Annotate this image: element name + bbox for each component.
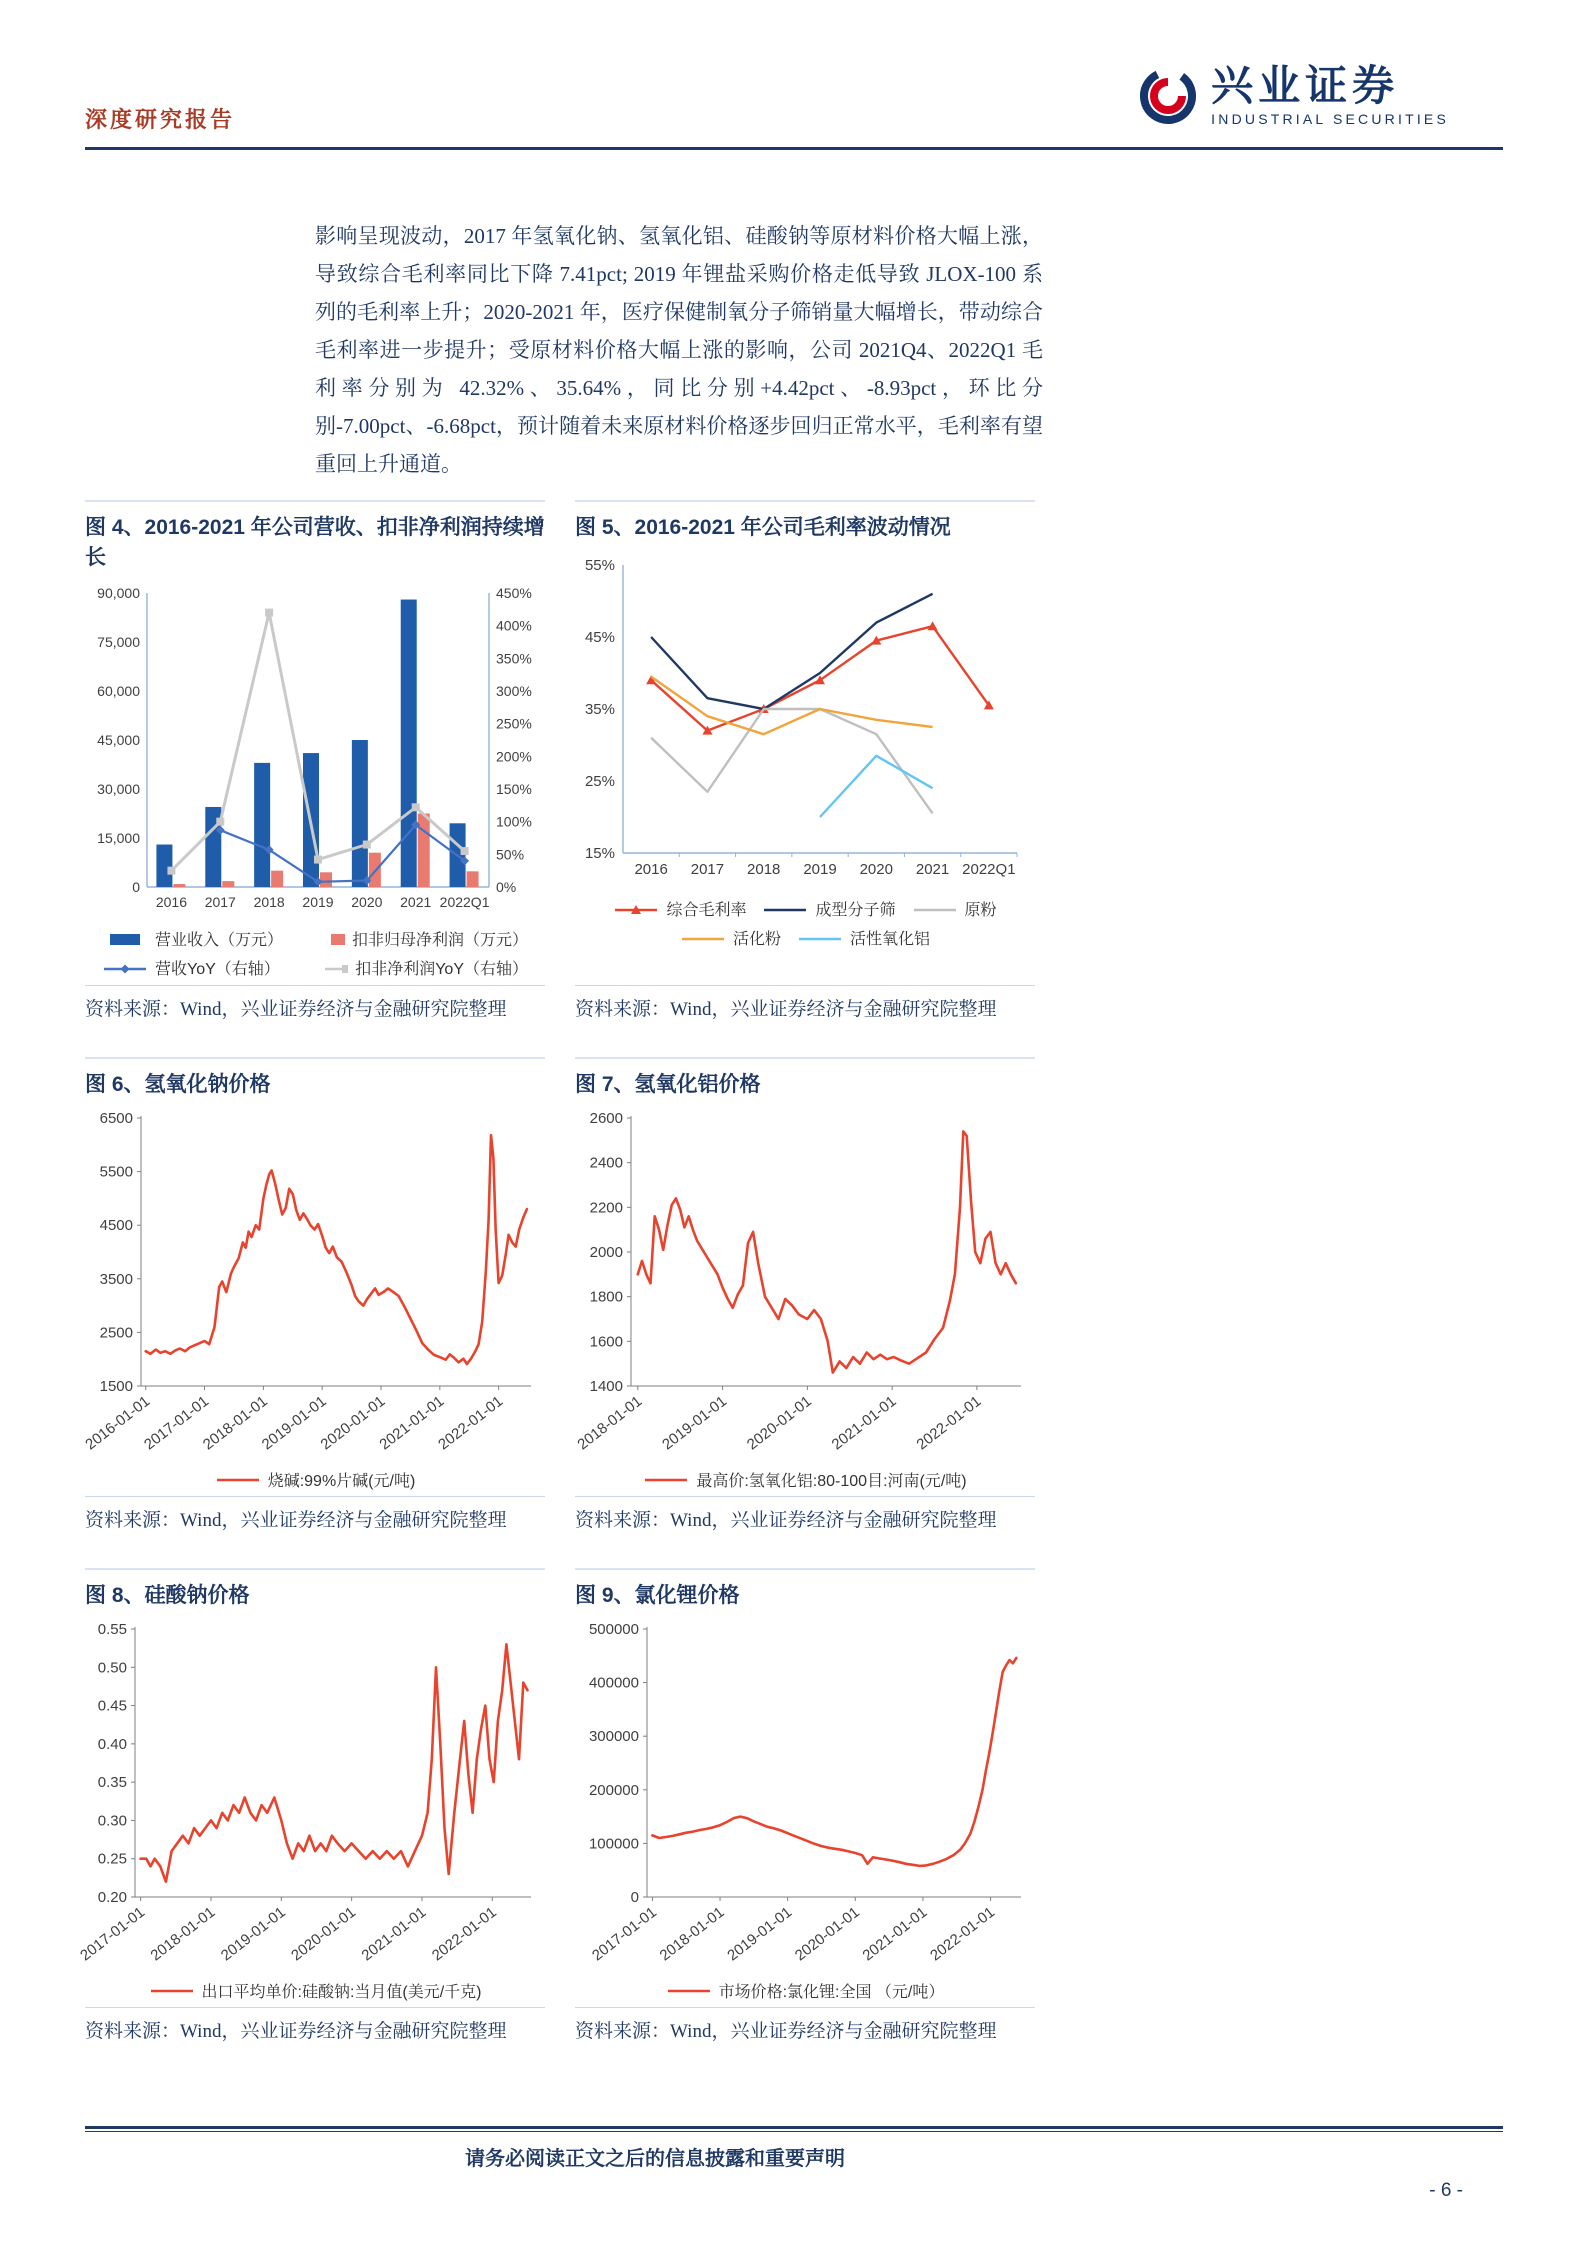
svg-text:25%: 25% [584,773,615,790]
legend-swatch-icon [323,932,345,946]
svg-text:2020-01-01: 2020-01-01 [791,1903,863,1965]
brand-logo [1137,64,1449,127]
svg-text:150%: 150% [496,781,532,797]
svg-text:200000: 200000 [588,1781,639,1799]
legend-swatch-icon [613,902,659,916]
svg-text:0%: 0% [496,879,517,895]
svg-text:2020: 2020 [351,894,383,910]
svg-text:2018: 2018 [747,861,781,878]
svg-text:2400: 2400 [589,1154,623,1172]
svg-text:15,000: 15,000 [97,830,140,846]
legend-swatch-icon [102,961,148,975]
figure-6-source: 资料来源：Wind，兴业证券经济与金融研究院整理 [85,1496,545,1532]
svg-text:2600: 2600 [589,1110,623,1127]
svg-text:400000: 400000 [588,1674,639,1692]
legend-label: 综合毛利率 [666,902,747,919]
svg-text:0: 0 [132,879,140,895]
svg-text:2200: 2200 [589,1199,623,1217]
footer-inner [85,2131,1503,2232]
legend-swatch-icon [797,931,843,945]
figure-5-legend [590,891,1020,955]
legend-swatch-icon [762,902,808,916]
legend-swatch-icon [323,961,348,975]
legend-item [797,926,930,949]
figure-9-chart [575,1619,1035,1969]
svg-text:2020: 2020 [859,861,893,878]
legend-label: 扣非净利润YoY（右轴） [355,961,528,978]
svg-text:2017-01-01: 2017-01-01 [588,1903,660,1965]
svg-text:45,000: 45,000 [97,732,140,748]
figures-grid [77,500,1035,2043]
brand-subtitle: INDUSTRIAL SECURITIES [1211,111,1449,128]
figure-5-source: 资料来源：Wind，兴业证券经济与金融研究院整理 [575,985,1035,1021]
svg-text:450%: 450% [496,585,532,601]
legend-item [613,897,746,920]
legend-swatch-icon [643,1472,689,1486]
svg-text:2016-01-01: 2016-01-01 [82,1392,154,1454]
svg-text:2021-01-01: 2021-01-01 [859,1903,931,1965]
legend-swatch-icon [149,1983,195,1997]
legend-item [102,956,307,979]
legend-item [215,1468,416,1491]
svg-text:300%: 300% [496,683,532,699]
svg-text:2022Q1: 2022Q1 [439,894,490,910]
figure-4-title: 图 4、2016-2021 年公司营收、扣非净利润持续增长 [85,500,545,571]
svg-text:2016: 2016 [634,861,668,878]
svg-text:350%: 350% [496,650,532,667]
legend-label: 出口平均单价:硅酸钠:当月值(美元/千克) [201,1983,482,2001]
svg-text:0.40: 0.40 [97,1735,127,1753]
svg-text:2021-01-01: 2021-01-01 [358,1903,430,1965]
legend-swatch-icon [102,932,148,946]
legend-label: 市场价格:氯化锂:全国 （元/吨） [718,1983,945,2001]
legend-label: 营业收入（万元） [155,932,284,949]
legend-label: 活化粉 [732,931,781,948]
page-number: - 6 - [1429,2180,1463,2201]
svg-text:2018-01-01: 2018-01-01 [574,1392,646,1454]
svg-text:2019: 2019 [302,894,334,910]
svg-text:100%: 100% [496,813,532,830]
legend-item [102,927,307,950]
svg-text:250%: 250% [496,715,532,732]
svg-text:50%: 50% [496,846,525,863]
svg-text:0.35: 0.35 [97,1774,127,1792]
svg-text:60,000: 60,000 [97,683,140,699]
figure-7-title: 图 7、氢氧化铝价格 [575,1057,1035,1098]
svg-text:2018-01-01: 2018-01-01 [656,1903,728,1965]
legend-item [323,956,528,979]
figure-4-legend [85,921,545,985]
svg-text:2020-01-01: 2020-01-01 [743,1392,815,1454]
legend-swatch-icon [680,931,726,945]
svg-text:2016: 2016 [155,894,188,910]
svg-text:6500: 6500 [99,1110,133,1127]
svg-text:1800: 1800 [589,1288,623,1306]
report-type-label: 深度研究报告 [85,107,236,132]
figure-4 [85,500,545,1021]
svg-text:2019-01-01: 2019-01-01 [217,1903,289,1965]
figure-8 [77,1568,545,2043]
legend-item [149,1979,482,2002]
header-divider [85,147,1503,150]
svg-text:75,000: 75,000 [97,634,140,650]
legend-label: 最高价:氢氧化铝:80-100目:河南(元/吨) [696,1472,967,1490]
svg-text:90,000: 90,000 [97,585,140,601]
brand-name: 兴业证券 [1211,62,1400,109]
legend-label: 扣非归母净利润（万元） [351,932,528,949]
svg-text:300000: 300000 [588,1728,639,1746]
svg-text:2020-01-01: 2020-01-01 [288,1903,360,1965]
figure-8-chart [77,1619,545,1969]
svg-text:2019: 2019 [803,861,837,878]
svg-text:2000: 2000 [589,1244,623,1261]
legend-label: 活性氧化铝 [850,931,931,948]
svg-text:0.30: 0.30 [97,1812,127,1830]
svg-text:2019-01-01: 2019-01-01 [724,1903,796,1965]
svg-text:2500: 2500 [99,1324,133,1342]
svg-text:2022Q1: 2022Q1 [962,861,1016,878]
svg-text:2017-01-01: 2017-01-01 [141,1392,212,1454]
svg-text:400%: 400% [496,617,532,634]
svg-text:2018-01-01: 2018-01-01 [199,1392,271,1454]
svg-text:0.55: 0.55 [97,1621,127,1638]
figure-9-source: 资料来源：Wind，兴业证券经济与金融研究院整理 [575,2007,1035,2043]
svg-text:1600: 1600 [589,1333,623,1351]
brand-text [1211,64,1449,127]
figure-7 [575,1057,1035,1532]
svg-text:4500: 4500 [99,1217,133,1235]
svg-text:0: 0 [630,1889,639,1906]
svg-text:2022-01-01: 2022-01-01 [428,1903,500,1965]
svg-text:500000: 500000 [588,1621,639,1638]
svg-text:35%: 35% [584,701,615,718]
legend-label: 营收YoY（右轴） [155,961,280,978]
svg-text:0.25: 0.25 [97,1850,127,1868]
figure-5-chart [575,551,1035,887]
legend-item [666,1979,945,2002]
svg-text:2021: 2021 [400,894,432,910]
figure-5-title: 图 5、2016-2021 年公司毛利率波动情况 [575,500,1035,541]
svg-text:2017: 2017 [690,861,725,878]
svg-text:2022-01-01: 2022-01-01 [913,1392,985,1454]
svg-text:2021-01-01: 2021-01-01 [376,1392,448,1454]
figure-4-chart [85,581,545,917]
figure-9-legend [575,1973,1035,2007]
svg-text:2017-01-01: 2017-01-01 [77,1903,149,1965]
svg-text:2020-01-01: 2020-01-01 [317,1392,389,1454]
legend-item [680,926,781,949]
svg-text:30,000: 30,000 [97,781,140,797]
svg-text:0.20: 0.20 [97,1889,127,1906]
svg-text:2018-01-01: 2018-01-01 [147,1903,219,1965]
svg-text:2022-01-01: 2022-01-01 [927,1903,999,1965]
svg-text:55%: 55% [584,557,615,574]
figure-6-title: 图 6、氢氧化钠价格 [85,1057,545,1098]
svg-text:100000: 100000 [588,1835,639,1853]
figure-4-source: 资料来源：Wind，兴业证券经济与金融研究院整理 [85,985,545,1021]
brand-logo-icon [1137,65,1199,127]
legend-item [643,1468,966,1491]
legend-label: 烧碱:99%片碱(元/吨) [267,1472,416,1490]
page-footer [85,2126,1503,2232]
svg-text:45%: 45% [584,629,615,646]
svg-text:2021: 2021 [915,861,950,878]
svg-text:2019-01-01: 2019-01-01 [659,1392,731,1454]
legend-item [323,927,528,950]
svg-text:200%: 200% [496,748,532,765]
svg-text:2017: 2017 [204,894,236,910]
figure-9-title: 图 9、氯化锂价格 [575,1568,1035,1609]
svg-text:1400: 1400 [589,1378,623,1395]
svg-text:15%: 15% [584,845,615,862]
svg-text:5500: 5500 [99,1163,133,1181]
figure-5 [575,500,1035,1021]
legend-label: 原粉 [964,902,997,919]
figure-6-legend [85,1462,545,1496]
figure-6 [82,1057,545,1532]
figure-7-legend [575,1462,1035,1496]
figure-9 [575,1568,1035,2043]
svg-text:2019-01-01: 2019-01-01 [258,1392,330,1454]
legend-swatch-icon [666,1983,712,1997]
svg-text:2021-01-01: 2021-01-01 [828,1392,900,1454]
figure-8-source: 资料来源：Wind，兴业证券经济与金融研究院整理 [85,2007,545,2043]
svg-text:3500: 3500 [99,1270,133,1288]
legend-item [912,897,997,920]
figure-6-chart [82,1108,545,1458]
svg-text:2022-01-01: 2022-01-01 [435,1392,507,1454]
legend-item [762,897,895,920]
svg-text:0.45: 0.45 [97,1697,127,1715]
figure-8-title: 图 8、硅酸钠价格 [85,1568,545,1609]
footer-disclaimer: 请务必阅读正文之后的信息披露和重要声明 [465,2148,845,2170]
svg-text:0.50: 0.50 [97,1659,127,1677]
figure-7-chart [575,1108,1035,1458]
figure-7-source: 资料来源：Wind，兴业证券经济与金融研究院整理 [575,1496,1035,1532]
legend-swatch-icon [215,1472,261,1486]
legend-swatch-icon [912,902,958,916]
svg-text:2018: 2018 [253,894,285,910]
body-paragraph: 影响呈现波动，2017 年氢氧化钠、氢氧化铝、硅酸钠等原材料价格大幅上涨，导致综合毛利率同比下降 7.41pct; 2019 年锂盐采购价格走低导致 JLOX-100 系列的毛利率上升；2020-2021 年，医疗保健制氧分子筛销量大幅增长，带动综合毛利率进一步提升；受原材料价格大幅上涨的影响，公司 2021Q4、2022Q1 毛利率分别为 42.32%、35.64%，同比分别+4.42pct、-8.93pct，环比分别-7.00pct、-6.68pct，预计随着未来原材料价格逐步回归正常水平，毛利率有望重回上升通道。 [315,224,1043,476]
svg-text:1500: 1500 [99,1378,133,1395]
figure-8-legend [85,1973,545,2007]
legend-label: 成型分子筛 [815,902,896,919]
